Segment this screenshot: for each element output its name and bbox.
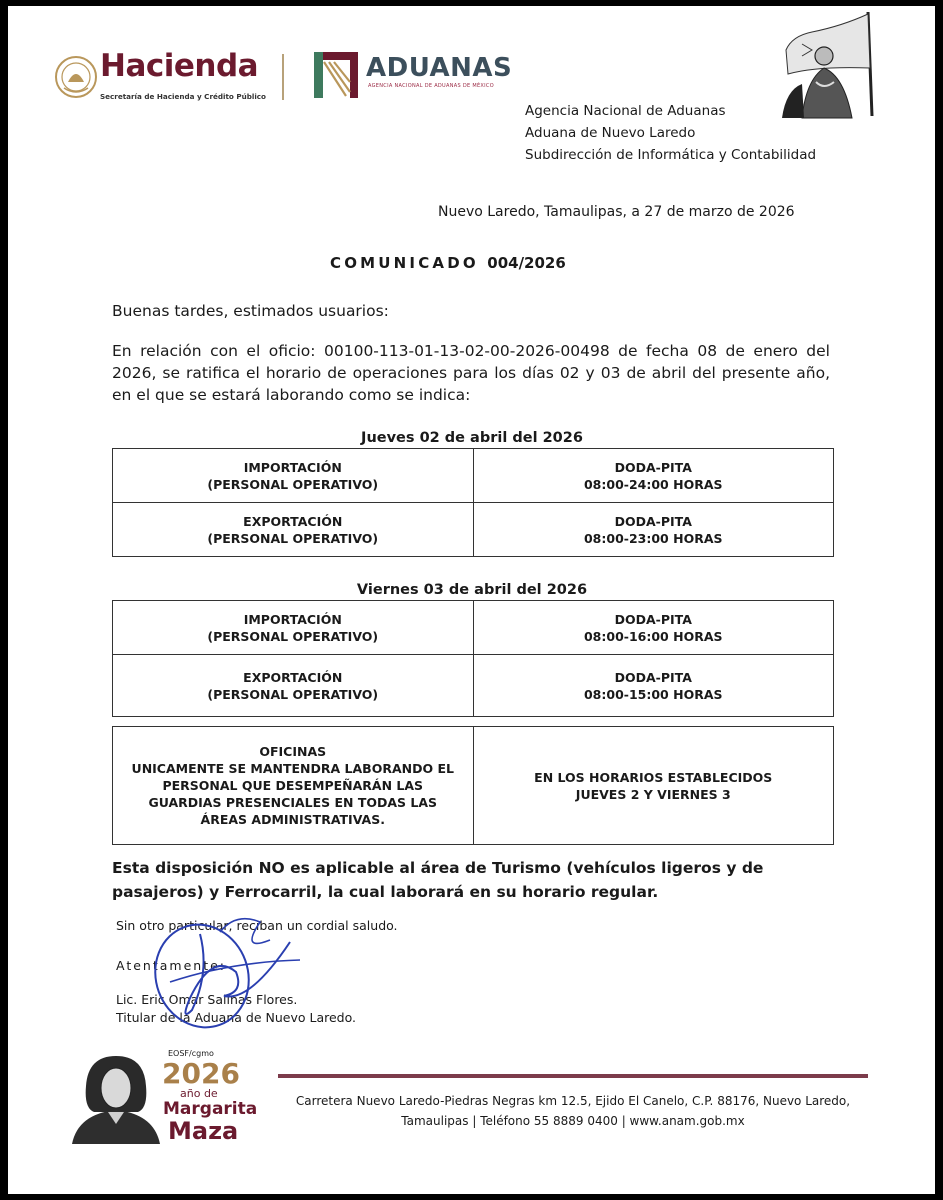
hours-label: 08:00-15:00 HORAS	[583, 686, 723, 702]
year-number: 2026	[162, 1057, 240, 1090]
title-number: 004/2026	[487, 254, 566, 272]
year-dedication-line: año de	[180, 1087, 218, 1100]
offices-title: OFICINAS	[259, 744, 327, 759]
schedule-table-friday	[112, 600, 834, 717]
area-cell	[113, 655, 474, 717]
offices-line: GUARDIAS PRESENCIALES EN TODAS LAS	[148, 795, 438, 810]
hacienda-subtitle: Secretaría de Hacienda y Crédito Público	[100, 92, 267, 101]
area-cell	[113, 601, 474, 655]
offices-line: PERSONAL QUE DESEMPEÑARÁN LAS	[162, 778, 424, 793]
heroine-flag-illustration-icon	[772, 10, 876, 120]
day-heading-thursday: Jueves 02 de abril del 2026	[361, 430, 583, 446]
table-row	[113, 655, 834, 717]
margarita-maza-portrait-icon	[68, 1052, 164, 1144]
system-label: DODA-PITA	[614, 459, 692, 475]
offices-line: UNICAMENTE SE MANTENDRA LABORANDO EL	[131, 761, 454, 776]
document-title	[330, 254, 566, 272]
office-name: Aduana de Nuevo Laredo	[525, 125, 696, 141]
system-label: DODA-PITA	[614, 611, 692, 627]
title-word: COMUNICADO	[330, 254, 479, 272]
signer-name: Lic. Eric Omar Salinas Flores.	[116, 992, 298, 1007]
footer-divider	[278, 1074, 868, 1078]
aduanas-logo-icon	[312, 50, 360, 100]
agency-name: Agencia Nacional de Aduanas	[525, 103, 726, 119]
greeting: Buenas tardes, estimados usuarios:	[112, 302, 389, 320]
staff-label: (PERSONAL OPERATIVO)	[207, 628, 379, 644]
notice-paragraph: Esta disposición NO es aplicable al área de Turismo (vehículos ligeros y de pasajeros) y Ferrocarril, la cual laborará en su horario regular.	[112, 859, 764, 901]
staff-label: (PERSONAL OPERATIVO)	[207, 476, 379, 492]
handwritten-signature-icon	[140, 912, 310, 1042]
offices-hours-line: JUEVES 2 Y VIERNES 3	[575, 786, 731, 802]
area-label: IMPORTACIÓN	[243, 459, 342, 475]
day-heading-friday: Viernes 03 de abril del 2026	[356, 582, 588, 598]
offices-table	[112, 726, 834, 845]
table-row	[113, 503, 834, 557]
offices-hours-cell	[473, 727, 834, 845]
contact-line: Tamaulipas | Teléfono 55 8889 0400 | www.anam.gob.mx	[401, 1114, 745, 1128]
mexico-coat-of-arms-icon	[54, 52, 98, 102]
hours-cell	[473, 449, 834, 503]
hours-label: 08:00-24:00 HORAS	[583, 476, 723, 492]
intro-paragraph: En relación con el oficio: 00100-113-01-13-02-00-2026-00498 de fecha 08 de enero del 2026, se ratifica el horario de operaciones para los días 02 y 03 de abril del presente año, en el que se estará laborando como se indica:	[112, 342, 830, 404]
signer-title: Titular de la Aduana de Nuevo Laredo.	[116, 1010, 356, 1025]
hours-label: 08:00-23:00 HORAS	[583, 530, 723, 546]
area-label: EXPORTACIÓN	[243, 513, 343, 529]
area-cell	[113, 503, 474, 557]
footer-address	[278, 1091, 868, 1131]
hacienda-logo-text: Hacienda	[100, 48, 259, 84]
aduanas-subtitle: AGENCIA NACIONAL DE ADUANAS DE MÉXICO	[368, 83, 494, 89]
address-line: Carretera Nuevo Laredo-Piedras Negras km 12.5, Ejido El Canelo, C.P. 88176, Nuevo Laredo,	[295, 1094, 851, 1108]
area-label: IMPORTACIÓN	[243, 611, 342, 627]
staff-label: (PERSONAL OPERATIVO)	[207, 686, 379, 702]
area-cell	[113, 449, 474, 503]
year-dedication-line: Margarita	[163, 1099, 258, 1119]
department-name: Subdirección de Informática y Contabilidad	[525, 147, 817, 163]
offices-line: ÁREAS ADMINISTRATIVAS.	[200, 812, 385, 827]
hours-cell	[473, 503, 834, 557]
table-row	[113, 601, 834, 655]
schedule-table-thursday	[112, 448, 834, 557]
hours-cell	[473, 655, 834, 717]
aduanas-logo-text: ADUANAS	[366, 53, 513, 83]
table-row	[113, 727, 834, 845]
hours-cell	[473, 601, 834, 655]
date-line: Nuevo Laredo, Tamaulipas, a 27 de marzo de 2026	[438, 204, 795, 220]
offices-hours-line: EN LOS HORARIOS ESTABLECIDOS	[534, 769, 773, 785]
system-label: DODA-PITA	[614, 669, 692, 685]
year-dedication-line: Maza	[168, 1117, 239, 1145]
reference-initials: EOSF/cgmo	[168, 1049, 214, 1058]
hours-label: 08:00-16:00 HORAS	[583, 628, 723, 644]
logo-divider	[282, 54, 284, 100]
system-label: DODA-PITA	[614, 513, 692, 529]
staff-label: (PERSONAL OPERATIVO)	[207, 530, 379, 546]
farewell-line: Sin otro particular, reciban un cordial saludo.	[116, 918, 398, 933]
offices-cell	[113, 727, 474, 845]
table-row	[113, 449, 834, 503]
area-label: EXPORTACIÓN	[243, 669, 343, 685]
sign-off: Atentamente:	[116, 958, 226, 973]
